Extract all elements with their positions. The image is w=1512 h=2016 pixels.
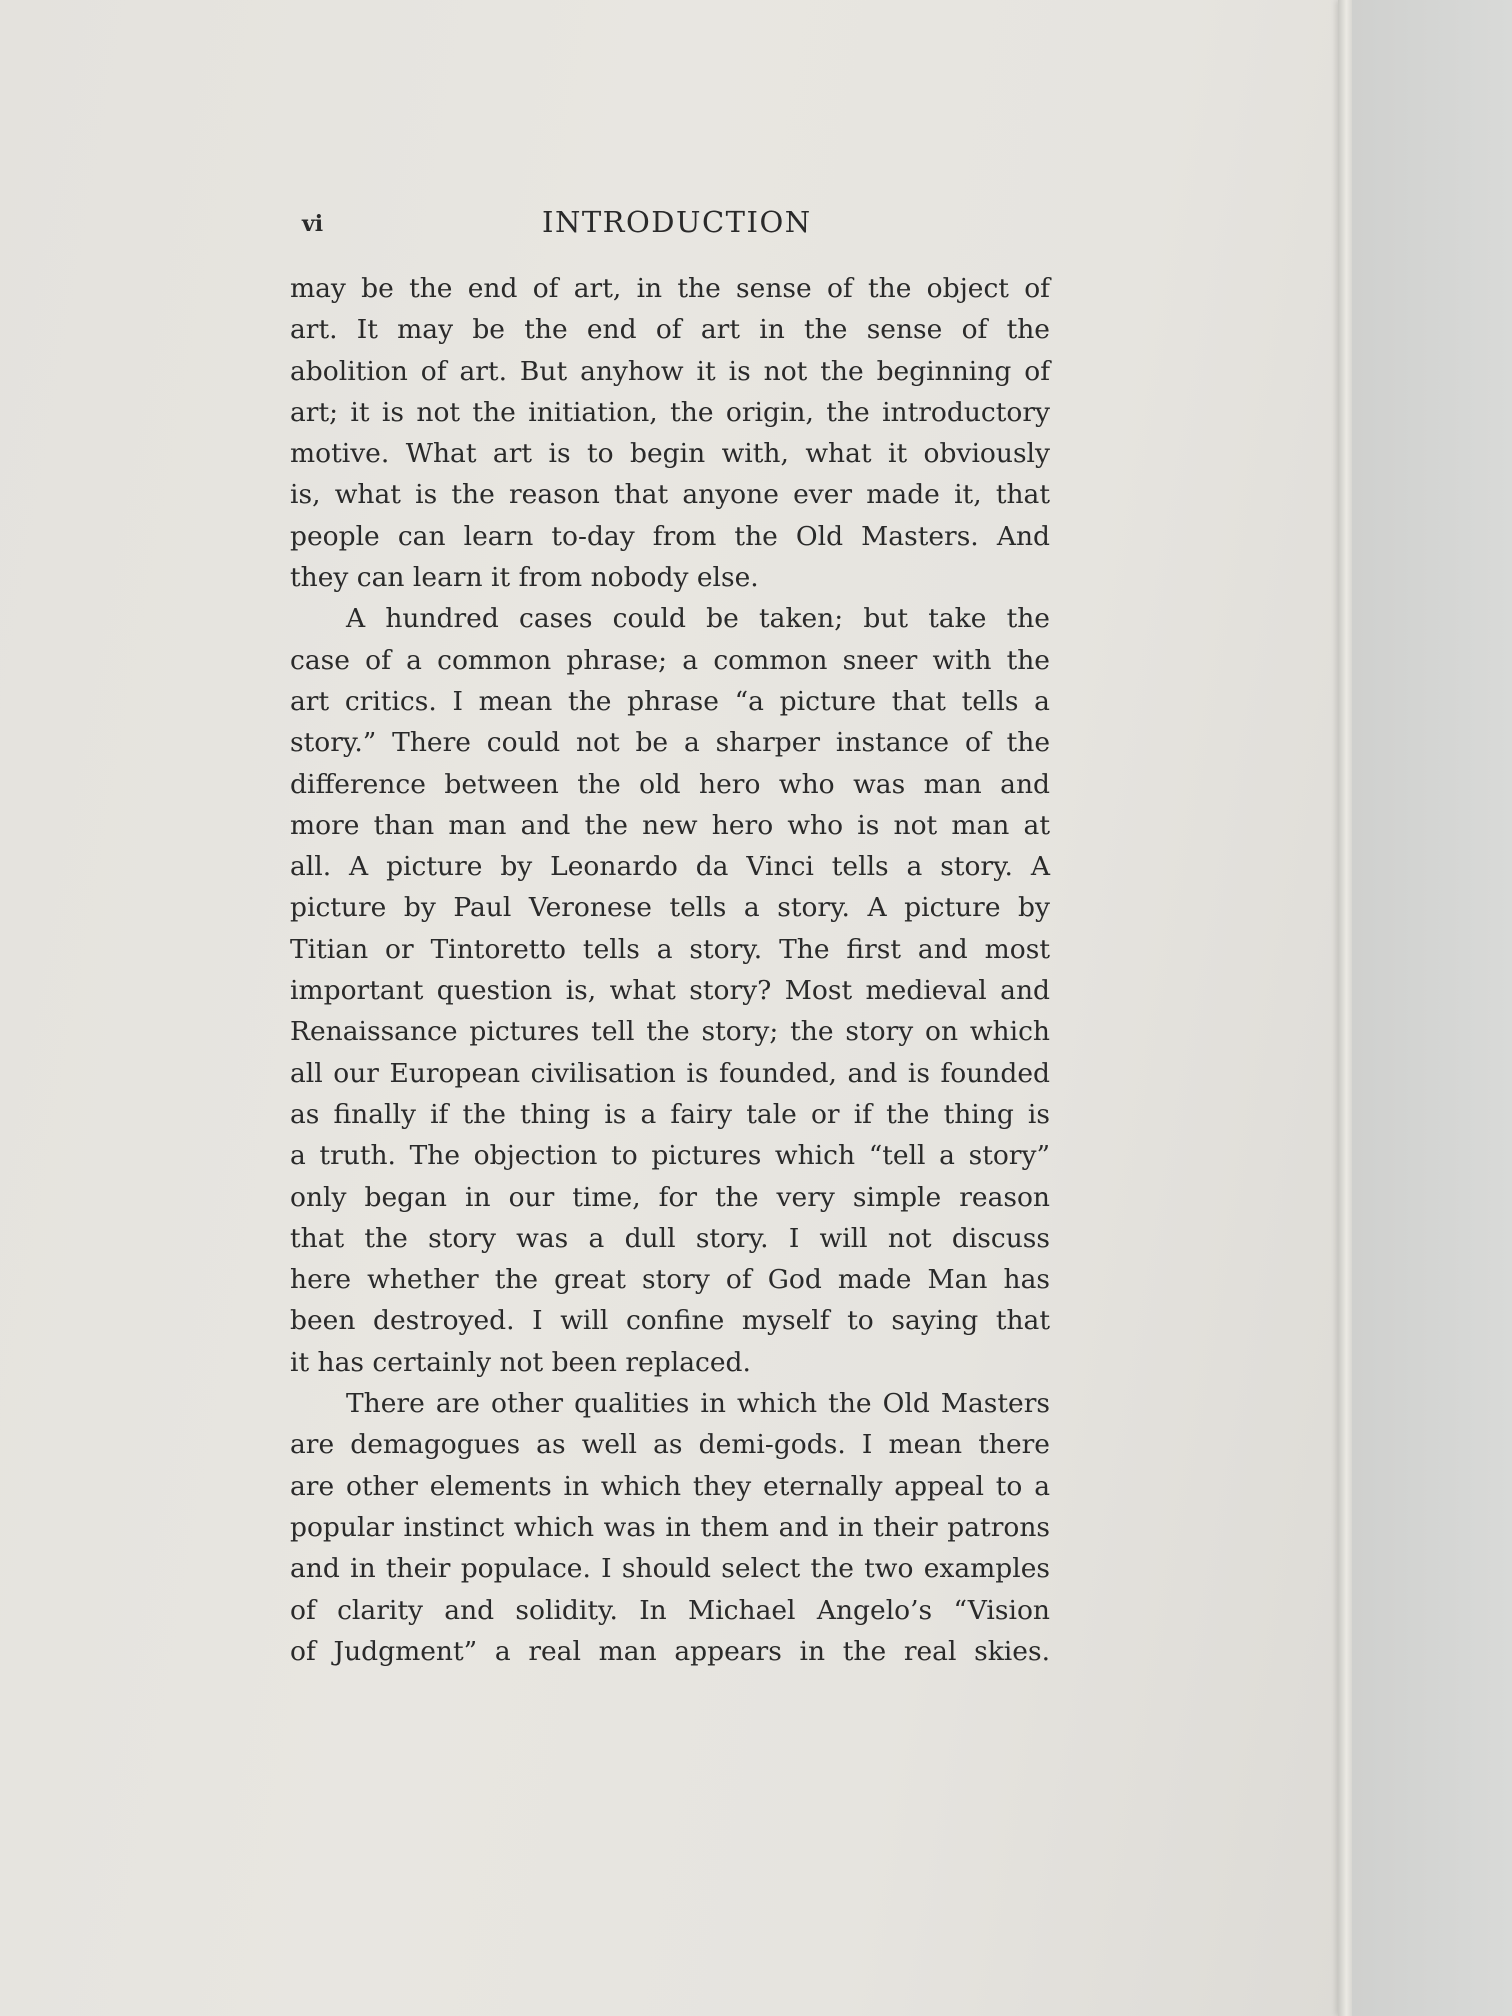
text-line: are demagogues as well as demi-gods. I mean there (290, 1429, 1050, 1461)
text-line: A hundred cases could be taken; but take the (346, 603, 1050, 635)
text-line: story.” There could not be a sharper instance of the (290, 727, 1050, 759)
body-text (290, 268, 1050, 1672)
text-line: of clarity and solidity. In Michael Angelo’s “Vision (290, 1594, 1050, 1626)
text-line: all our European civilisation is founded, and is founded (290, 1057, 1050, 1089)
text-line: and in their populace. I should select the two examples (290, 1553, 1050, 1585)
text-line: as finally if the thing is a fairy tale or if the thing is (290, 1098, 1050, 1130)
text-line: only began in our time, for the very simple reason (290, 1181, 1050, 1213)
text-line: popular instinct which was in them and in their patrons (290, 1511, 1050, 1543)
text-line: that the story was a dull story. I will not discuss (290, 1222, 1050, 1254)
text-line: all. A picture by Leonardo da Vinci tells a story. A (290, 851, 1050, 883)
running-head (302, 205, 1042, 245)
text-line: a truth. The objection to pictures which “tell a story” (290, 1140, 1050, 1172)
text-line: difference between the old hero who was man and (290, 768, 1050, 800)
text-line: of Judgment” a real man appears in the real skies. (290, 1635, 1050, 1667)
text-line: picture by Paul Veronese tells a story. A picture by (290, 892, 1050, 924)
book-backing (1352, 0, 1512, 2016)
text-line: people can learn to-day from the Old Masters. And (290, 520, 1050, 552)
text-line: There are other qualities in which the Old Masters (346, 1388, 1050, 1420)
text-line: is, what is the reason that anyone ever made it, that (290, 479, 1050, 511)
text-line: here whether the great story of God made Man has (290, 1264, 1050, 1296)
page-number: vi (302, 211, 324, 237)
text-line: may be the end of art, in the sense of the object of (290, 273, 1050, 304)
text-line: important question is, what story? Most medieval and (290, 975, 1050, 1007)
chapter-title: INTRODUCTION (542, 205, 812, 239)
text-line: abolition of art. But anyhow it is not the beginning of (290, 355, 1050, 387)
text-line: art; it is not the initiation, the origin, the introductory (290, 396, 1050, 428)
text-line: art critics. I mean the phrase “a picture that tells a (290, 685, 1050, 717)
text-line: it has certainly not been replaced. (290, 1346, 751, 1378)
text-line: case of a common phrase; a common sneer with the (290, 644, 1050, 676)
text-line: been destroyed. I will confine myself to saying that (290, 1305, 1050, 1337)
page-edge (1338, 0, 1352, 2016)
text-line: Titian or Tintoretto tells a story. The first and most (290, 933, 1050, 965)
text-line: Renaissance pictures tell the story; the story on which (290, 1016, 1050, 1048)
text-line: are other elements in which they eternally appeal to a (290, 1470, 1050, 1502)
text-line: motive. What art is to begin with, what it obviously (290, 438, 1050, 470)
text-line: they can learn it from nobody else. (290, 562, 759, 594)
text-line: more than man and the new hero who is not man at (290, 809, 1050, 841)
text-line: art. It may be the end of art in the sense of the (290, 314, 1050, 346)
